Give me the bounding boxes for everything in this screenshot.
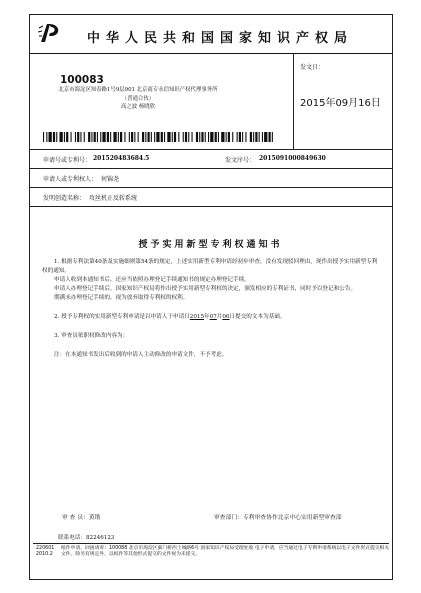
application-number: 201520483684.5 [93, 155, 150, 162]
paragraph-registration: 申请人收到本通知书后，还应当依照办理登记手续通知书的规定办理登记手续。 [54, 277, 250, 283]
department-block [214, 512, 342, 521]
basis-text-start: 2. 授予专利权的实用新型专利申请是以申请人于申请日 [54, 314, 190, 320]
department-name: 专利审查协作北京中心实用新型审查部 [243, 515, 342, 521]
application-number-label: 申请号或专利号： [43, 157, 92, 164]
invention-title: 攻丝机正反转系统 [89, 195, 138, 202]
barcode-image [43, 132, 275, 142]
paragraph-note: 注：在本通知书发出后收到的申请人主动修改的申请文件，不予考虑。 [54, 352, 228, 358]
address-line: 高之波 杨晓欣 [120, 104, 156, 111]
document-serial: 2015091000849630 [259, 155, 326, 162]
document-serial-label: 发文序号： [225, 157, 256, 164]
filing-day: 06 [222, 314, 230, 320]
phone-number: 82246123 [85, 535, 115, 541]
examiner-block [62, 512, 100, 521]
footer-text: 纸件申请，回函请寄：100088 北京市海淀区蓟门桥西土城路6号 国家知识产权局受理处收 电子申请，应当通过电子专利申请系统以电子文件形式提交相关文件。除另有规定外，以纸件等其他形式提交的文件视为未提交。 [61, 546, 390, 558]
document-header [29, 14, 393, 54]
footer-divider [33, 543, 389, 544]
paragraph-deadline: 期满未办理登记手续的，视为放弃取得专利权的权利。 [54, 295, 189, 301]
month-unit: 月 [216, 314, 223, 320]
notice-body [42, 258, 382, 360]
basis-text-end: 日提交的文本为基础。 [229, 314, 286, 320]
applicant-name: 何锦尧 [101, 176, 120, 183]
phone-label: 联系电话： [58, 535, 86, 541]
invention-title-row [29, 187, 393, 207]
application-number-row [29, 149, 393, 168]
address-line: （普通合伙） [121, 95, 155, 102]
filing-month: 07 [209, 314, 217, 320]
paragraph-amendments: 3. 审查员依职权修改内容为： [54, 333, 129, 339]
form-version: 2010.2 [36, 552, 53, 558]
address-block [29, 54, 294, 149]
department-label: 审查部门： [214, 515, 243, 521]
paragraph-grant: 1. 根据专利法第40条及实施细则第54条的规定，上述实用新型专利申请经初步审查，没有发现驳回理由，现作出授予实用新型专利权的通知。 [42, 259, 378, 274]
examiner-label: 审 查 员： [62, 515, 89, 521]
postcode: 100083 [60, 74, 104, 86]
phone-block [58, 533, 114, 541]
form-code: 220601 [36, 546, 55, 551]
paragraph-certificate: 申请人办理登记手续后，国家知识产权局将作出授予实用新型专利权的决定，颁发相应的专利证书，同时予以登记和公告。 [54, 286, 357, 292]
issue-date-box [294, 54, 393, 149]
issue-date-value: 2015年09月16日 [300, 98, 381, 109]
applicant-row [29, 168, 393, 187]
notice-title: 授予实用新型专利权通知书 [138, 240, 283, 250]
address-line: 北京市海淀区知春路1号9层901 北京商专永信知识产权代理事务所 [58, 87, 218, 93]
applicant-label: 申请人或专利权人： [43, 176, 98, 183]
office-title: 中华人民共和国国家知识产权局 [87, 31, 354, 46]
invention-title-label: 发明创造名称： [43, 195, 86, 202]
cnipa-logo-icon [37, 20, 63, 46]
paragraph-basis [42, 313, 382, 322]
filing-year: 2015 [189, 314, 205, 320]
examiner-name: 黄锴 [88, 515, 101, 521]
year-unit: 年 [204, 314, 210, 320]
issue-date-label: 发文日： [300, 64, 325, 71]
address-lines [33, 86, 243, 112]
